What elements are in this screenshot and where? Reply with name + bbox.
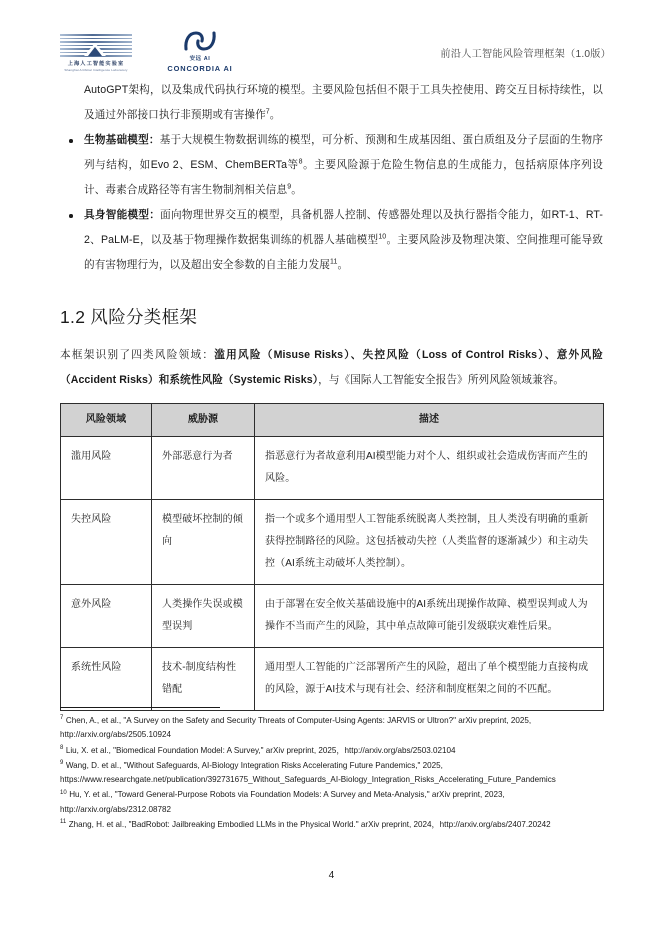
table-header [61, 404, 604, 437]
list-item-text-b: 。主要风险涉及物理决策、空间推理可能导致的有害物理行为，以及超出安全参数的自主能力发展 [84, 234, 603, 271]
table-body [61, 437, 604, 711]
table-cell-domain: 意外风险 [61, 585, 152, 648]
footnote-text: Liu, X. et al., "Biomedical Foundation Model: A Survey," arXiv preprint, 2025，http://arxiv.org/abs/2503.02104 [65, 745, 456, 755]
footnote-text: Hu, Y. et al., "Toward General-Purpose Robots via Foundation Models: A Survey and Meta-Analysis," arXiv preprint, 2023, http://arxiv.org/abs/2312.08782 [60, 790, 505, 814]
continued-paragraph [60, 78, 603, 128]
shanghai-ai-lab-logo [60, 32, 132, 74]
list-item-text-a: 基于大规模生物数据训练的模型，可分析、预测和生成基因组、蛋白质组及分子层面的生物序列与结构，如Evo 2、ESM、ChemBERTa等 [84, 134, 603, 171]
footnote-ref-10: 10 [378, 233, 387, 241]
swirl-icon [183, 30, 217, 52]
section-intro-part-c: ，与《国际人工智能安全报告》所列风险领域兼容。 [318, 374, 565, 386]
table-column-header-source: 威胁源 [152, 404, 255, 437]
table-cell-description: 指恶意行为者故意利用AI模型能力对个人、组织或社会造成伤害而产生的风险。 [255, 437, 604, 500]
logo-group [60, 30, 248, 74]
footnote-ref-8: 8 [298, 158, 303, 166]
page-number: 4 [328, 870, 335, 881]
section-intro-part-a: 本框架识别了四类风险领域： [60, 349, 215, 361]
footnote-ref-11: 11 [329, 258, 338, 266]
footnote-number: 9 [60, 760, 64, 767]
table-header-row [61, 404, 604, 437]
footnote-list [60, 714, 603, 832]
footnote-number: 7 [60, 715, 64, 722]
table-column-header-domain: 风险领域 [61, 404, 152, 437]
shanghai-ai-lab-logo-en: Shanghai Artificial Intelligence Laboratory [64, 68, 128, 72]
list-item-text-a: 面向物理世界交互的模型，具备机器人控制、传感器处理以及执行器指令能力，如RT-1、RT-2、PaLM-E，以及基于物理操作数据集训练的机器人基础模型 [84, 209, 603, 246]
footnote-item [60, 818, 603, 832]
shanghai-ai-lab-logo-mark [60, 32, 132, 58]
document-content [60, 78, 603, 711]
risk-classification-table [60, 403, 604, 711]
footnote-ref-9: 9 [287, 183, 292, 191]
footnote-item [60, 788, 603, 817]
table-cell-source: 技术-制度结构性错配 [152, 648, 255, 711]
footnote-text: Wang, D. et al., "Without Safeguards, AI-Biology Integration Risks Accelerating Future Pandemics," 2025, https://www.researchgate.net/publication/392731675_Without_Safeguards_AI-Biology_Integration_Risks_Accelerating_Future_Pandemics [60, 760, 556, 785]
section-heading: 1.2 风险分类框架 [60, 307, 198, 327]
list-item-text-c: 。 [291, 184, 302, 196]
table-row [61, 500, 604, 585]
list-item-text-c: 。 [337, 259, 349, 271]
list-item-lead-label: 具身智能模型： [84, 209, 161, 221]
header-document-title: 前沿人工智能风险管理框架（1.0版） [440, 48, 611, 60]
table-cell-description: 通用型人工智能的广泛部署所产生的风险，超出了单个模型能力直接构成的风险，源于AI技术与现有社会、经济和制度框架之间的不匹配。 [255, 648, 604, 711]
list-item-text-b: 。主要风险源于危险生物信息的生成能力，包括病原体序列设计、毒素合成路径等有害生物制剂相关信息 [84, 159, 604, 196]
continued-paragraph-period: 。 [269, 109, 281, 121]
table-cell-domain: 失控风险 [61, 500, 152, 585]
footnote-text: Chen, A., et al., "A Survey on the Safety and Security Threats of Computer-Using Agents: JARVIS or Ultron?" arXiv preprint, 2025, http://arxiv.org/abs/2505.10924 [60, 716, 532, 740]
section-intro-paragraph [60, 343, 603, 393]
table-cell-domain: 系统性风险 [61, 648, 152, 711]
footnote-separator-rule [60, 707, 220, 708]
concordia-ai-logo-cn: 安远 AI [189, 56, 211, 62]
concordia-ai-logo-en: CONCORDIA AI [167, 63, 233, 73]
table-row [61, 648, 604, 711]
table-column-header-description: 描述 [255, 404, 604, 437]
table-row [61, 437, 604, 500]
table-cell-source: 人类操作失误或模型误判 [152, 585, 255, 648]
footnote-ref-7: 7 [265, 108, 270, 116]
footnote-text: Zhang, H. et al., "BadRobot: Jailbreaking Embodied LLMs in the Physical World." arXiv preprint, 2024，http://arxiv.org/abs/2407.20242 [68, 820, 551, 830]
footnotes-section [60, 707, 603, 833]
footnote-item [60, 714, 603, 743]
list-item-bio-foundation-model [60, 128, 603, 203]
table-cell-description: 由于部署在安全攸关基础设施中的AI系统出现操作故障、模型误判或人为操作不当而产生的风险，其中单点故障可能引发级联灾难性后果。 [255, 585, 604, 648]
section-intro-risk-categories: 滥用风险（Misuse Risks）、失控风险（Loss of Control Risks）、意外风险（Accident Risks）和系统性风险（Systemic Risks） [60, 349, 603, 386]
model-type-list [60, 128, 603, 278]
footnote-item [60, 744, 603, 758]
page-header [0, 26, 663, 78]
shanghai-ai-lab-logo-cn: 上海人工智能实验室 [67, 61, 125, 67]
continued-paragraph-text: AutoGPT架构，以及集成代码执行环境的模型。主要风险包括但不限于工具失控使用、跨交互目标持续性，以及通过外部接口执行非预期或有害操作 [84, 84, 603, 121]
table-cell-domain: 滥用风险 [61, 437, 152, 500]
concordia-ai-logo [152, 30, 248, 74]
footnote-number: 10 [60, 789, 67, 796]
table-cell-description: 指一个或多个通用型人工智能系统脱离人类控制，且人类没有明确的重新获得控制路径的风险。这包括被动失控（人类监督的逐渐减少）和主动失控（AI系统主动破坏人类控制）。 [255, 500, 604, 585]
table-cell-source: 模型破坏控制的倾向 [152, 500, 255, 585]
footnote-number: 8 [60, 744, 64, 751]
list-item-lead-label: 生物基础模型： [84, 134, 160, 146]
list-item-embodied-ai-model [60, 203, 603, 278]
table-cell-source: 外部恶意行为者 [152, 437, 255, 500]
footnote-number: 11 [60, 819, 67, 826]
concordia-ai-logo-mark [152, 30, 248, 52]
footnote-item [60, 759, 603, 788]
table-row [61, 585, 604, 648]
